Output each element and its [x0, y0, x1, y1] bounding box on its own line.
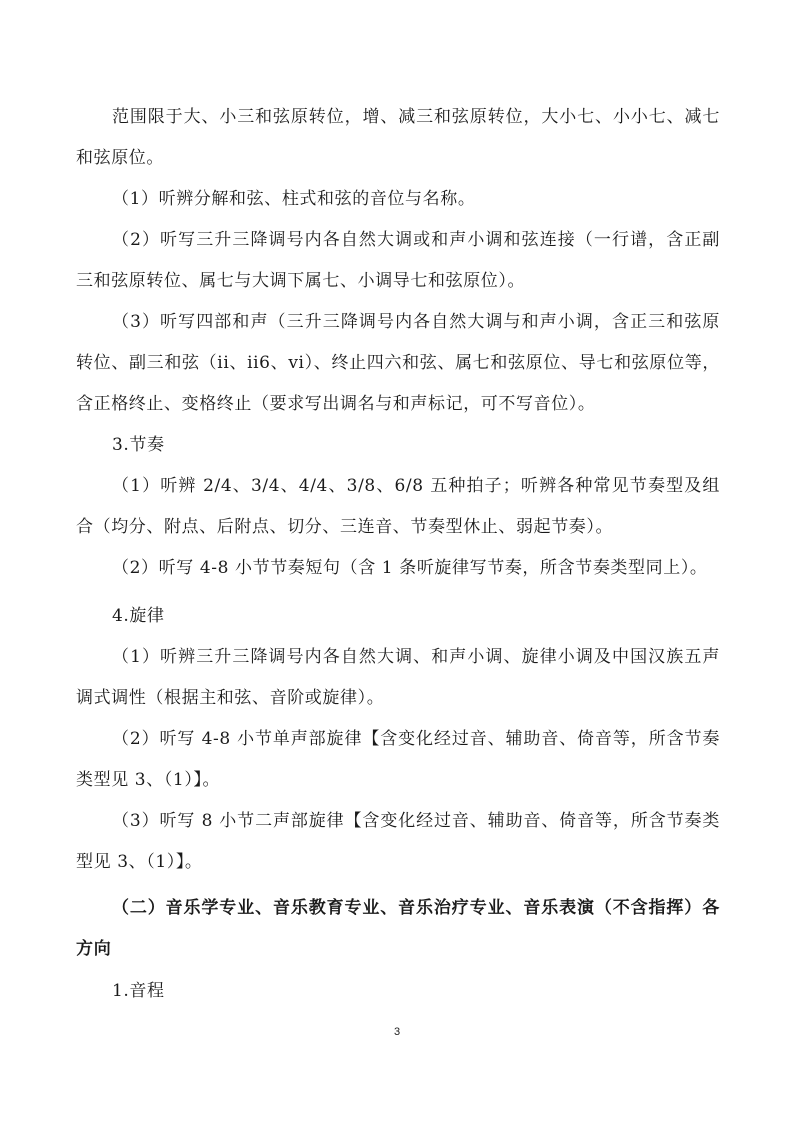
paragraph-melody-3: （3）听写 8 小节二声部旋律【含变化经过音、辅助音、倚音等，所含节奏类型见 3、（1）】。 — [76, 811, 720, 872]
paragraph-rhythm-1: （1）听辨 2/4、3/4、4/4、3/8、6/8 五种拍子；听辨各种常见节奏型及组合（均分、附点、后附点、切分、三连音、节奏型休止、弱起节奏）。 — [76, 476, 720, 537]
paragraph-rhythm-2: （2）听写 4-8 小节节奏短句（含 1 条听旋律写节奏，所含节奏类型同上）。 — [112, 558, 708, 578]
section-heading-rhythm: 3.节奏 — [112, 435, 165, 455]
paragraph-chord-3: （3）听写四部和声（三升三降调号内各自然大调与和声小调，含正三和弦原转位、副三和弦（ii、ii6、vi）、终止四六和弦、属七和弦原位、导七和弦原位等，含正格终止、变格终止（要求写出调名与和声标记，可不写音位）。 — [76, 312, 720, 414]
paragraph-melody-1: （1）听辨三升三降调号内各自然大调、和声小调、旋律小调及中国汉族五声调式调性（根据主和弦、音阶或旋律）。 — [76, 647, 720, 708]
page-number: 3 — [393, 1026, 401, 1038]
section-heading-majors: （二）音乐学专业、音乐教育专业、音乐治疗专业、音乐表演（不含指挥）各方向 — [76, 898, 720, 959]
paragraph-chord-2: （2）听写三升三降调号内各自然大调或和声小调和弦连接（一行谱，含正副三和弦原转位、属七与大调下属七、小调导七和弦原位）。 — [76, 230, 720, 291]
section-heading-interval: 1.音程 — [112, 981, 165, 1001]
paragraph-melody-2: （2）听写 4-8 小节单声部旋律【含变化经过音、辅助音、倚音等，所含节奏类型见 3、（1）】。 — [76, 729, 720, 790]
paragraph-chord-scope: 范围限于大、小三和弦原转位，增、减三和弦原转位，大小七、小小七、减七和弦原位。 — [76, 107, 720, 168]
section-heading-melody: 4.旋律 — [112, 606, 165, 626]
paragraph-chord-1: （1）听辨分解和弦、柱式和弦的音位与名称。 — [112, 189, 476, 209]
